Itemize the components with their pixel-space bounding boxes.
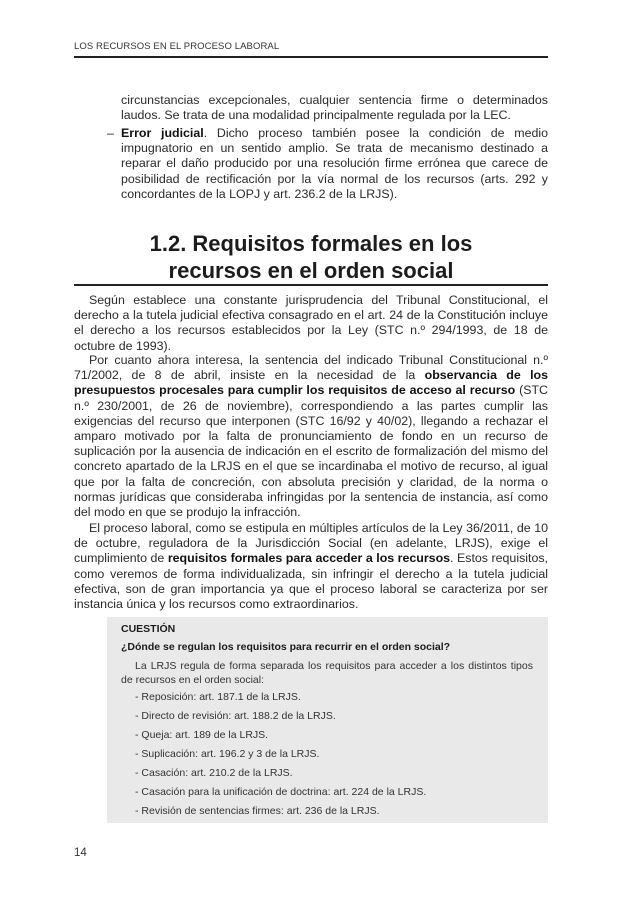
paragraph-3 <box>74 521 548 612</box>
p2-emphasis: observancia de los presupuestos procesales para cumplir los requisitos de acceso al recurso <box>74 368 548 398</box>
list-item: - Casación para la unificación de doctrina: art. 224 de la LRJS. <box>135 786 427 798</box>
p3-text-c: . Estos requisitos, como veremos de forma individualizada, sin infringir el derecho a la tutela judicial efectiva, son de gran importancia ya que el proceso laboral se caracteriza por ser instancia única y los recursos como extraordinarios. <box>74 551 548 612</box>
list-item: - Queja: art. 189 de la LRJS. <box>135 729 269 741</box>
section-title-line2: recursos en el orden social <box>168 258 454 283</box>
question-box-list <box>135 690 426 823</box>
page-number: 14 <box>74 847 87 859</box>
p3-text-a: El proceso laboral, como se estipula en múltiples artículos de la Ley 36/2011, de 10 de octubre, reguladora de la Jurisdicción Social (en adelante, LRJS), exige el cumplimiento de <box>74 521 548 566</box>
p2-text-a: Por cuanto ahora interesa, la sentencia del indicado Tribunal Constitucional n.º 71/2002, de 8 de abril, insiste en la necesidad de la <box>74 353 548 383</box>
bullet-text: . Dicho proceso también posee la condición de medio impugnatorio en un sentido amplio. Se trata de mecanismo destinado a reparar el daño producido por una resolución firme errónea que carece de posibilidad de rectificación por la vía normal de los recursos (arts. 292 y concordantes de la LOPJ y art. 236.2 de la LRJS). <box>121 126 549 201</box>
list-item: - Reposición: art. 187.1 de la LRJS. <box>135 691 301 703</box>
section-rule <box>74 284 548 286</box>
question-box-intro: La LRJS regula de forma separada los requisitos para acceder a los distintos tipos de recursos en el orden social: <box>121 660 533 686</box>
section-title-line1: 1.2. Requisitos formales en los <box>149 231 473 256</box>
question-box-question: ¿Dónde se regulan los requisitos para recurrir en el orden social? <box>121 641 451 653</box>
p3-emphasis: requisitos formales para acceder a los recursos <box>167 551 451 566</box>
section-title <box>74 230 548 284</box>
bullet-term: Error judicial <box>121 126 204 140</box>
list-item: - Casación: art. 210.2 de la LRJS. <box>135 767 293 779</box>
paragraph-1: Según establece una constante jurisprudencia del Tribunal Constitucional, el derecho a la tutela judicial efectiva consagrado en el art. 24 de la Constitución incluye el derecho a los recursos establecidos por la Ley (STC n.º 294/1993, de 18 de octubre de 1993). <box>74 293 548 353</box>
error-judicial-item <box>121 126 548 202</box>
list-item: - Directo de revisión: art. 188.2 de la LRJS. <box>135 710 336 722</box>
list-item: - Revisión de sentencias firmes: art. 236 de la LRJS. <box>135 805 380 817</box>
paragraph-2 <box>74 353 548 520</box>
p2-text-c: (STC n.º 230/2001, de 26 de noviembre), correspondiendo a las partes cumplir las exigencias del recurso que interponen (STC 16/92 y 40/02), llegando a rechazar el amparo motivado por la falta de pronunciamiento de fondo en un recurso de suplicación por la ausencia de indicación en el escrito de formalización del mismo del concreto apartado de la LRJS en el que se incardinaba el motivo de recurso, al igual que por la falta de concreción, con absoluta precisión y claridad, de la norma o normas jurídicas que consideraba infringidas por la sentencia de instancia, así como del modo en que se produjo la infracción. <box>74 383 548 520</box>
continuation-paragraph: circunstancias excepcionales, cualquier sentencia firme o determinados laudos. Se trata de una modalidad principalmente regulada por la LEC. <box>121 93 548 123</box>
header-rule <box>74 56 548 58</box>
list-item: - Suplicación: art. 196.2 y 3 de la LRJS. <box>135 748 320 760</box>
question-box-label: CUESTIÓN <box>121 623 176 635</box>
running-header: LOS RECURSOS EN EL PROCESO LABORAL <box>74 41 280 52</box>
bullet-dash: – <box>107 126 114 140</box>
